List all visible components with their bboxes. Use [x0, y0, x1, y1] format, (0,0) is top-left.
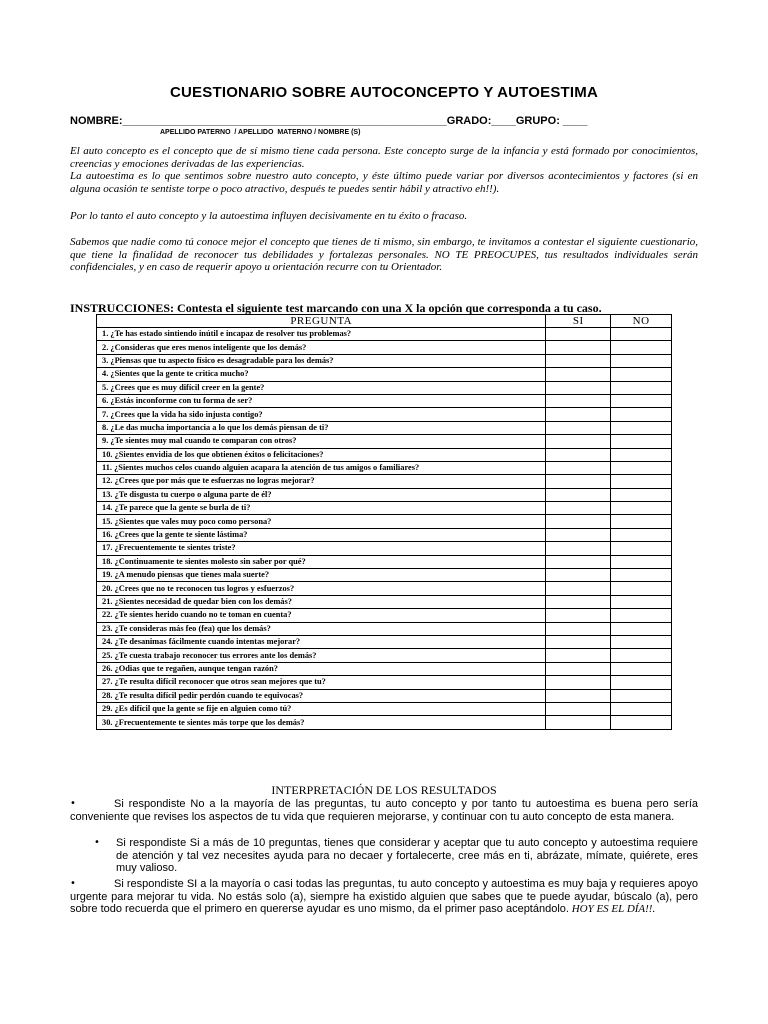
question-text: 6. ¿Estás inconforme con tu forma de ser? — [97, 394, 546, 407]
answer-si-cell[interactable] — [546, 381, 611, 394]
table-row — [97, 582, 672, 595]
bullet-3: • — [70, 878, 76, 889]
table-row — [97, 649, 672, 662]
table-row — [97, 328, 672, 341]
table-row — [97, 502, 672, 515]
question-text: 18. ¿Continuamente te sientes molesto sin saber por qué? — [97, 555, 546, 568]
name-grade-group-line: NOMBRE:_____________________________________________________GRADO:____GRUPO: ____ — [70, 115, 588, 127]
answer-no-cell[interactable] — [611, 368, 672, 381]
answer-no-cell[interactable] — [611, 515, 672, 528]
table-row — [97, 354, 672, 367]
table-row — [97, 515, 672, 528]
table-row — [97, 341, 672, 354]
table-header-row — [97, 315, 672, 328]
table-row — [97, 381, 672, 394]
answer-si-cell[interactable] — [546, 609, 611, 622]
answer-no-cell[interactable] — [611, 354, 672, 367]
answer-si-cell[interactable] — [546, 435, 611, 448]
bullet-3-text: Si respondiste SI a la mayoría o casi todas las preguntas, tu auto concepto y autoestima es muy baja y requieres apoyo urgente para mejorar tu vida. No estás solo (a), siempre ha existido alguien que sabes que te puede ayudar, búscalo (a), pero sobre todo recuerda que el primero en quererse ayudar es uno mismo, da el primer paso aceptándolo. — [70, 878, 698, 916]
answer-no-cell[interactable] — [611, 622, 672, 635]
instructions-text: Contesta el siguiente test marcando con una X la opción que corresponda a tu caso. — [174, 301, 602, 315]
table-row — [97, 609, 672, 622]
question-text: 20. ¿Crees que no te reconocen tus logros y esfuerzos? — [97, 582, 546, 595]
question-text: 15. ¿Sientes que vales muy poco como persona? — [97, 515, 546, 528]
table-row — [97, 408, 672, 421]
answer-no-cell[interactable] — [611, 328, 672, 341]
answer-no-cell[interactable] — [611, 394, 672, 407]
answer-no-cell[interactable] — [611, 542, 672, 555]
answer-si-cell[interactable] — [546, 461, 611, 474]
table-row — [97, 394, 672, 407]
question-text: 12. ¿Crees que por más que te esfuerzas no logras mejorar? — [97, 475, 546, 488]
question-text: 10. ¿Sientes envidia de los que obtienen éxitos o felicitaciones? — [97, 448, 546, 461]
answer-no-cell[interactable] — [611, 716, 672, 729]
table-row — [97, 569, 672, 582]
question-text: 17. ¿Frecuentemente te sientes triste? — [97, 542, 546, 555]
table-row — [97, 676, 672, 689]
answer-no-cell[interactable] — [611, 408, 672, 421]
question-text: 5. ¿Crees que es muy difícil creer en la gente? — [97, 381, 546, 394]
answer-no-cell[interactable] — [611, 421, 672, 434]
interpretation-title: INTERPRETACIÓN DE LOS RESULTADOS — [271, 783, 497, 797]
answer-si-cell[interactable] — [546, 622, 611, 635]
answer-no-cell[interactable] — [611, 609, 672, 622]
answer-si-cell[interactable] — [546, 502, 611, 515]
table-row — [97, 635, 672, 648]
answer-no-cell[interactable] — [611, 435, 672, 448]
answer-si-cell[interactable] — [546, 635, 611, 648]
table-row — [97, 368, 672, 381]
table-row — [97, 702, 672, 715]
question-text: 22. ¿Te sientes herido cuando no te toman en cuenta? — [97, 609, 546, 622]
page-title: CUESTIONARIO SOBRE AUTOCONCEPTO Y AUTOESTIMA — [169, 84, 599, 101]
answer-no-cell[interactable] — [611, 569, 672, 582]
answer-si-cell[interactable] — [546, 515, 611, 528]
answer-si-cell[interactable] — [546, 475, 611, 488]
interpretation-bullet-1 — [70, 798, 698, 823]
table-row — [97, 595, 672, 608]
bullet-3-closing: HOY ES EL DÍA!!. — [568, 903, 656, 916]
answer-si-cell[interactable] — [546, 448, 611, 461]
table-row — [97, 461, 672, 474]
answer-no-cell[interactable] — [611, 381, 672, 394]
answer-no-cell[interactable] — [611, 488, 672, 501]
answer-no-cell[interactable] — [611, 649, 672, 662]
table-row — [97, 448, 672, 461]
answer-si-cell[interactable] — [546, 421, 611, 434]
question-text: 26. ¿Odias que te regañen, aunque tengan razón? — [97, 662, 546, 675]
answer-si-cell[interactable] — [546, 676, 611, 689]
question-text: 11. ¿Sientes muchos celos cuando alguien acapara la atención de tus amigos o familiares? — [97, 461, 546, 474]
interpretation-bullet-2: Si respondiste Si a más de 10 preguntas, tienes que considerar y aceptar que tu auto concepto y autoestima requiere de atención y tal vez necesites ayuda para no decaer y fortalecerte, cree más en ti, abrázate, mímate, quiérete, eres muy valioso. — [116, 837, 698, 875]
bullet-1: • — [70, 798, 76, 809]
question-text: 30. ¿Frecuentemente te sientes más torpe que los demás? — [97, 716, 546, 729]
question-text: 24. ¿Te desanimas fácilmente cuando intentas mejorar? — [97, 635, 546, 648]
question-text: 21. ¿Sientes necesidad de quedar bien con los demás? — [97, 595, 546, 608]
header-pregunta: PREGUNTA — [97, 315, 546, 328]
question-text: 14. ¿Te parece que la gente se burla de ti? — [97, 502, 546, 515]
name-field-sublabel: APELLIDO PATERNO / APELLIDO MATERNO / NOMBRE (S) — [160, 129, 361, 136]
answer-no-cell[interactable] — [611, 475, 672, 488]
interpretation-bullet-3 — [70, 878, 698, 916]
bullet-1-text: Si respondiste No a la mayoría de las preguntas, tu auto concepto y por tanto tu autoestima es buena pero sería conveniente que revises los aspectos de tu vida que requieren mejorarse, y continuar con tu auto concepto de esta manera. — [70, 798, 698, 823]
table-row — [97, 716, 672, 729]
table-row — [97, 435, 672, 448]
answer-si-cell[interactable] — [546, 689, 611, 702]
answer-si-cell[interactable] — [546, 555, 611, 568]
answer-si-cell[interactable] — [546, 582, 611, 595]
table-row — [97, 475, 672, 488]
answer-si-cell[interactable] — [546, 354, 611, 367]
header-si: SI — [546, 315, 611, 328]
answer-si-cell[interactable] — [546, 662, 611, 675]
answer-si-cell[interactable] — [546, 649, 611, 662]
table-row — [97, 689, 672, 702]
answer-no-cell[interactable] — [611, 635, 672, 648]
question-text: 25. ¿Te cuesta trabajo reconocer tus errores ante los demás? — [97, 649, 546, 662]
answer-si-cell[interactable] — [546, 528, 611, 541]
answer-si-cell[interactable] — [546, 328, 611, 341]
answer-no-cell[interactable] — [611, 702, 672, 715]
table-row — [97, 662, 672, 675]
question-text: 4. ¿Sientes que la gente te critica mucho? — [97, 368, 546, 381]
question-text: 27. ¿Te resulta difícil reconocer que otros sean mejores que tu? — [97, 676, 546, 689]
question-text: 16. ¿Crees que la gente te siente lástima? — [97, 528, 546, 541]
question-text: 8. ¿Le das mucha importancia a lo que los demás piensan de ti? — [97, 421, 546, 434]
intro-paragraph-3: Por lo tanto el auto concepto y la autoestima influyen decisivamente en tu éxito o fracaso. — [70, 210, 468, 222]
answer-no-cell[interactable] — [611, 461, 672, 474]
question-text: 1. ¿Te has estado sintiendo inútil e incapaz de resolver tus problemas? — [97, 328, 546, 341]
answer-no-cell[interactable] — [611, 676, 672, 689]
answer-si-cell[interactable] — [546, 394, 611, 407]
question-text: 19. ¿A menudo piensas que tienes mala suerte? — [97, 569, 546, 582]
answer-no-cell[interactable] — [611, 528, 672, 541]
answer-si-cell[interactable] — [546, 341, 611, 354]
table-row — [97, 488, 672, 501]
question-text: 29. ¿Es difícil que la gente se fije en alguien como tú? — [97, 702, 546, 715]
header-no: NO — [611, 315, 672, 328]
question-text: 7. ¿Crees que la vida ha sido injusta contigo? — [97, 408, 546, 421]
question-text: 13. ¿Te disgusta tu cuerpo o alguna parte de él? — [97, 488, 546, 501]
table-row — [97, 542, 672, 555]
answer-si-cell[interactable] — [546, 702, 611, 715]
answer-no-cell[interactable] — [611, 341, 672, 354]
intro-paragraph-1: El auto concepto es el concepto que de sí mismo tiene cada persona. Este concepto surge de la infancia y está formado por conocimientos, creencias y emociones derivadas de las experiencias. — [70, 145, 698, 170]
answer-si-cell[interactable] — [546, 569, 611, 582]
question-text: 2. ¿Consideras que eres menos inteligente que los demás? — [97, 341, 546, 354]
table-row — [97, 528, 672, 541]
answer-no-cell[interactable] — [611, 555, 672, 568]
answer-no-cell[interactable] — [611, 689, 672, 702]
table-row — [97, 622, 672, 635]
question-text: 28. ¿Te resulta difícil pedir perdón cuando te equivocas? — [97, 689, 546, 702]
table-row — [97, 421, 672, 434]
answer-si-cell[interactable] — [546, 595, 611, 608]
answer-no-cell[interactable] — [611, 502, 672, 515]
question-text: 23. ¿Te consideras más feo (fea) que los demás? — [97, 622, 546, 635]
answer-si-cell[interactable] — [546, 488, 611, 501]
intro-paragraph-2: La autoestima es lo que sentimos sobre nuestro auto concepto, y éste último puede variar por diversos acontecimientos y factores (si en alguna ocasión te sentiste torpe o poco atractivo, después te puedes sentir hábil y atractivo eh!!). — [70, 170, 698, 195]
instructions-label: INSTRUCCIONES: — [70, 301, 175, 315]
answer-si-cell[interactable] — [546, 368, 611, 381]
table-row — [97, 555, 672, 568]
answer-no-cell[interactable] — [611, 595, 672, 608]
bullet-2: • — [94, 837, 100, 848]
answer-si-cell[interactable] — [546, 716, 611, 729]
answer-no-cell[interactable] — [611, 662, 672, 675]
answer-si-cell[interactable] — [546, 408, 611, 421]
question-text: 9. ¿Te sientes muy mal cuando te comparan con otros? — [97, 435, 546, 448]
questions-table — [96, 314, 672, 730]
intro-paragraph-4: Sabemos que nadie como tú conoce mejor el concepto que tienes de ti mismo, sin embargo, te invitamos a contestar el siguiente cuestionario, que tiene la finalidad de reconocer tus debilidades y fortalezas personales. NO TE PREOCUPES, tus resultados individuales serán confidenciales, y en caso de requerir apoyo u orientación recurre con tu Orientador. — [70, 236, 698, 273]
answer-no-cell[interactable] — [611, 582, 672, 595]
answer-si-cell[interactable] — [546, 542, 611, 555]
question-text: 3. ¿Piensas que tu aspecto físico es desagradable para los demás? — [97, 354, 546, 367]
answer-no-cell[interactable] — [611, 448, 672, 461]
